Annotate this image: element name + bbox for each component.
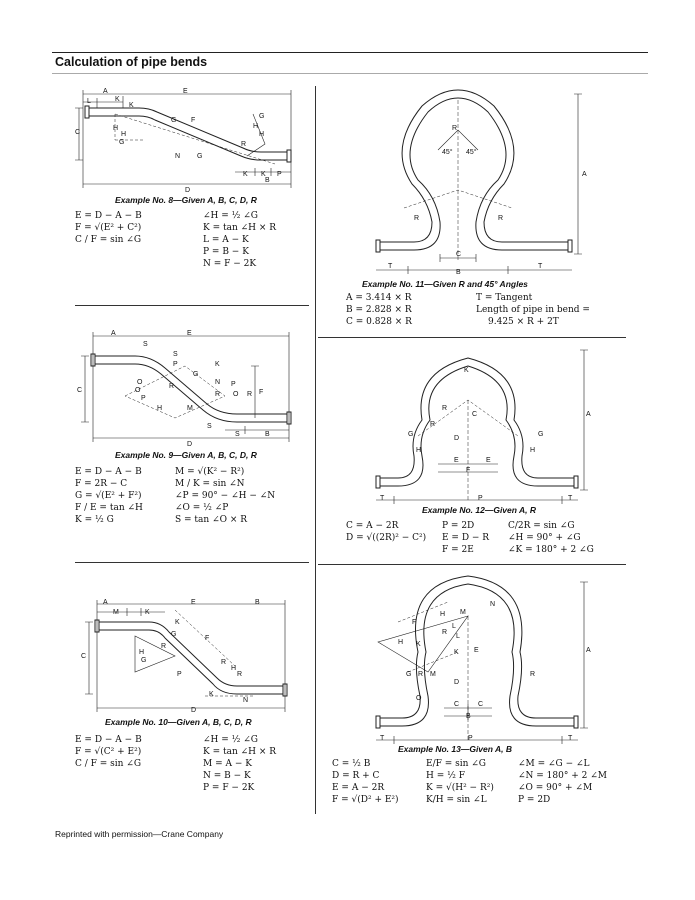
example-13-caption: Example No. 13—Given A, B (398, 744, 512, 754)
formula: G = √(E² + F²) (75, 491, 142, 501)
formula: ∠O = ½ ∠P (175, 503, 229, 513)
example-11-label: R (452, 125, 458, 132)
example-9-label: P (231, 381, 236, 388)
example-12-formulas-left (346, 520, 426, 544)
formula: E = D − A − B (75, 467, 142, 477)
example-13-diagram (318, 572, 628, 744)
example-9-label: R (247, 391, 253, 398)
example-10-label: R (221, 659, 227, 666)
example-13-label: R (530, 671, 536, 678)
divider-left-2 (75, 562, 309, 563)
formula: E = D − A − B (75, 735, 142, 745)
formula: K = ½ G (75, 515, 114, 525)
example-13-label: B (466, 713, 471, 720)
example-11-label: B (456, 269, 461, 276)
example-9-label: S (207, 423, 212, 430)
example-11-diagram (318, 80, 628, 276)
formula: ∠H = 90° + ∠G (508, 533, 581, 543)
example-11-label: 45° (466, 149, 477, 156)
example-13-label: L (452, 623, 456, 630)
example-12-label: H (416, 447, 422, 454)
example-8-label: H (113, 125, 119, 132)
example-9-label: E (187, 330, 192, 337)
formula: C = ½ B (332, 759, 371, 769)
example-8-label: H (253, 123, 259, 130)
example-10-label: R (161, 643, 167, 650)
example-10-label: D (191, 707, 197, 714)
example-11-label: T (388, 263, 393, 270)
example-8-diagram (75, 84, 309, 196)
example-11-formulas-left (346, 292, 412, 328)
example-12-formulas-right (508, 520, 594, 556)
example-10-label: K (209, 691, 214, 698)
example-12-label: G (538, 431, 544, 438)
example-10-label: K (145, 609, 150, 616)
example-10-label: B (255, 599, 260, 606)
formula: T = Tangent (476, 293, 533, 303)
example-8-label: B (265, 177, 270, 184)
example-13-label: M (430, 671, 436, 678)
example-13-panel (318, 572, 628, 816)
formula: F = 2E (442, 545, 474, 555)
example-8-label: A (103, 88, 108, 95)
example-12-label: T (568, 495, 573, 502)
example-8-formulas-left (75, 210, 142, 246)
formula: ∠M = ∠G − ∠L (518, 759, 590, 769)
example-13-label: O (416, 695, 422, 702)
example-10-label: H (139, 649, 145, 656)
formula: K/H = sin ∠L (426, 795, 487, 805)
formula: S = tan ∠O × R (175, 515, 248, 525)
example-12-label: G (408, 431, 414, 438)
example-10-formulas-right (203, 734, 276, 794)
example-13-label: R (418, 671, 424, 678)
credit-line: Reprinted with permission—Crane Company (55, 829, 224, 839)
example-9-label: S (143, 341, 148, 348)
example-13-label: L (456, 633, 460, 640)
formula: P = 2D (442, 521, 475, 531)
example-9-label: R (169, 383, 175, 390)
example-9-label: D (187, 441, 193, 448)
example-9-caption: Example No. 9—Given A, B, C, D, R (115, 450, 257, 460)
example-9-label: P (141, 395, 146, 402)
example-13-formulas-mid (426, 758, 494, 806)
example-9-label: C (77, 387, 83, 394)
formula: C = A − 2R (346, 521, 399, 531)
formula: M = √(K² − R²) (175, 467, 245, 477)
formula: D = √((2R)² − C²) (346, 533, 427, 543)
formula: E = A − 2R (332, 783, 385, 793)
example-9-label: S (235, 431, 240, 438)
example-8-label: H (121, 131, 127, 138)
example-9-label: R (215, 391, 221, 398)
title-rule-top (52, 52, 648, 53)
example-13-label: T (380, 735, 385, 742)
example-8-label: F (191, 117, 196, 124)
example-13-label: E (474, 647, 479, 654)
example-10-label: F (205, 635, 210, 642)
example-12-label: D (454, 435, 460, 442)
example-10-formulas-left (75, 734, 142, 770)
formula: F = 2R − C (75, 479, 128, 489)
formula: K = tan ∠H × R (203, 223, 277, 233)
formula: H = ½ F (426, 771, 465, 781)
example-13-label: H (440, 611, 446, 618)
divider-right-2 (318, 564, 626, 565)
example-9-label: O (137, 379, 143, 386)
example-9-label: K (215, 361, 220, 368)
example-13-label: N (490, 601, 496, 608)
formula: ∠P = 90° − ∠H − ∠N (175, 491, 276, 501)
example-13-label: C (478, 701, 484, 708)
example-13-label: A (586, 647, 591, 654)
example-13-label: R (442, 629, 448, 636)
formula: A = 3.414 × R (346, 293, 412, 303)
divider-left-1 (75, 305, 309, 306)
example-8-label: K (129, 102, 134, 109)
formula: P = B − K (203, 247, 249, 257)
formula: ∠H = ½ ∠G (203, 735, 258, 745)
example-12-label: H (530, 447, 536, 454)
example-12-label: C (472, 411, 478, 418)
example-13-label: D (454, 679, 460, 686)
example-12-label: R (430, 421, 436, 428)
example-8-formulas-right (203, 210, 276, 270)
example-10-label: M (113, 609, 119, 616)
formula: M = A − K (203, 759, 252, 769)
example-11-label: 45° (442, 149, 453, 156)
example-8-label: C (75, 129, 81, 136)
formula: 9.425 × R + 2T (488, 317, 559, 327)
example-9-label: M (187, 405, 193, 412)
example-8-label: K (243, 171, 248, 178)
example-13-label: K (416, 641, 421, 648)
example-10-label: H (231, 665, 237, 672)
example-9-panel (75, 326, 309, 556)
page-title: Calculation of pipe bends (55, 55, 208, 69)
example-10-caption: Example No. 10—Given A, B, C, D, R (105, 717, 252, 727)
example-8-label: L (87, 98, 91, 105)
example-12-label: R (442, 405, 448, 412)
formula: C/2R = sin ∠G (508, 521, 575, 531)
formula: P = 2D (518, 795, 551, 805)
example-11-label: C (456, 251, 462, 258)
example-11-formulas-right (476, 292, 590, 328)
formula: B = 2.828 × R (346, 305, 412, 315)
example-12-label: T (380, 495, 385, 502)
formula: ∠H = ½ ∠G (203, 211, 258, 221)
example-11-label: R (414, 215, 420, 222)
formula: F = √(C² + E²) (75, 747, 142, 757)
center-divider (315, 86, 316, 814)
example-12-label: E (454, 457, 459, 464)
example-8-label: G (197, 153, 203, 160)
example-8-caption: Example No. 8—Given A, B, C, D, R (115, 195, 257, 205)
example-12-caption: Example No. 12—Given A, R (422, 505, 536, 515)
example-13-label: P (468, 735, 473, 742)
example-10-label: G (141, 657, 147, 664)
example-8-label: G (259, 113, 265, 120)
formula: E = D − R (442, 533, 490, 543)
example-10-label: E (191, 599, 196, 606)
example-12-label: F (466, 467, 471, 474)
example-8-label: N (175, 153, 181, 160)
example-13-label: G (406, 671, 412, 678)
example-12-label: E (486, 457, 491, 464)
example-11-label: R (498, 215, 504, 222)
example-13-label: T (568, 735, 573, 742)
formula: L = A − K (203, 235, 249, 245)
example-13-label: H (398, 639, 404, 646)
example-9-label: A (111, 330, 116, 337)
example-9-diagram (75, 326, 309, 448)
formula: N = F − 2K (203, 259, 257, 269)
formula: ∠N = 180° + 2 ∠M (518, 771, 607, 781)
example-10-label: K (175, 619, 180, 626)
example-13-label: C (454, 701, 460, 708)
example-11-label: A (582, 171, 587, 178)
formula: C = 0.828 × R (346, 317, 412, 327)
example-8-label: P (277, 171, 282, 178)
example-9-formulas-right (175, 466, 275, 526)
example-12-formulas-mid (442, 520, 489, 556)
example-11-panel (318, 80, 628, 332)
example-8-label: K (261, 171, 266, 178)
formula: ∠O = 90° + ∠M (518, 783, 593, 793)
example-11-caption: Example No. 11—Given R and 45° Angles (362, 279, 528, 289)
example-9-label: B (265, 431, 270, 438)
example-10-label: C (81, 653, 87, 660)
example-12-panel (318, 340, 628, 560)
example-9-label: P (173, 361, 178, 368)
example-10-panel (75, 596, 309, 816)
example-10-label: A (103, 599, 108, 606)
formula: N = B − K (203, 771, 251, 781)
example-9-label: O (233, 391, 239, 398)
formula: F = √(E² + C²) (75, 223, 142, 233)
example-8-label: G (171, 117, 177, 124)
formula: K = tan ∠H × R (203, 747, 277, 757)
example-10-label: R (237, 671, 243, 678)
example-12-label: A (586, 411, 591, 418)
example-13-label: F (412, 619, 417, 626)
divider-right-1 (318, 337, 626, 338)
example-13-formulas-left (332, 758, 399, 806)
example-9-label: N (215, 379, 221, 386)
formula: E/F = sin ∠G (426, 759, 486, 769)
example-8-label: E (183, 88, 188, 95)
example-8-label: H (259, 131, 265, 138)
example-8-label: R (241, 141, 247, 148)
example-12-label: K (464, 367, 469, 374)
example-13-label: K (454, 649, 459, 656)
example-10-label: N (243, 697, 249, 704)
title-rule-bottom (52, 73, 648, 74)
example-12-diagram (318, 340, 628, 506)
example-9-label: G (193, 371, 199, 378)
example-9-label: O (135, 387, 141, 394)
formula: Length of pipe in bend = (476, 305, 590, 315)
example-13-formulas-right (518, 758, 607, 806)
example-8-label: K (115, 96, 120, 103)
formula: C / F = sin ∠G (75, 235, 142, 245)
example-12-label: P (478, 495, 483, 502)
formula: P = F − 2K (203, 783, 255, 793)
example-8-panel (75, 84, 309, 304)
formula: C / F = sin ∠G (75, 759, 142, 769)
example-11-label: T (538, 263, 543, 270)
example-8-label: D (185, 187, 191, 194)
formula: D = R + C (332, 771, 380, 781)
example-9-label: H (157, 405, 163, 412)
example-9-label: F (259, 389, 264, 396)
formula: F / E = tan ∠H (75, 503, 143, 513)
example-9-formulas-left (75, 466, 143, 526)
example-10-diagram (75, 596, 309, 714)
formula: E = D − A − B (75, 211, 142, 221)
example-10-label: G (171, 631, 177, 638)
example-9-label: S (173, 351, 178, 358)
example-8-label: G (119, 139, 125, 146)
formula: M / K = sin ∠N (175, 479, 245, 489)
example-10-label: P (177, 671, 182, 678)
formula: ∠K = 180° + 2 ∠G (508, 545, 594, 555)
example-13-label: M (460, 609, 466, 616)
formula: F = √(D² + E²) (332, 795, 399, 805)
formula: K = √(H² − R²) (426, 783, 494, 793)
